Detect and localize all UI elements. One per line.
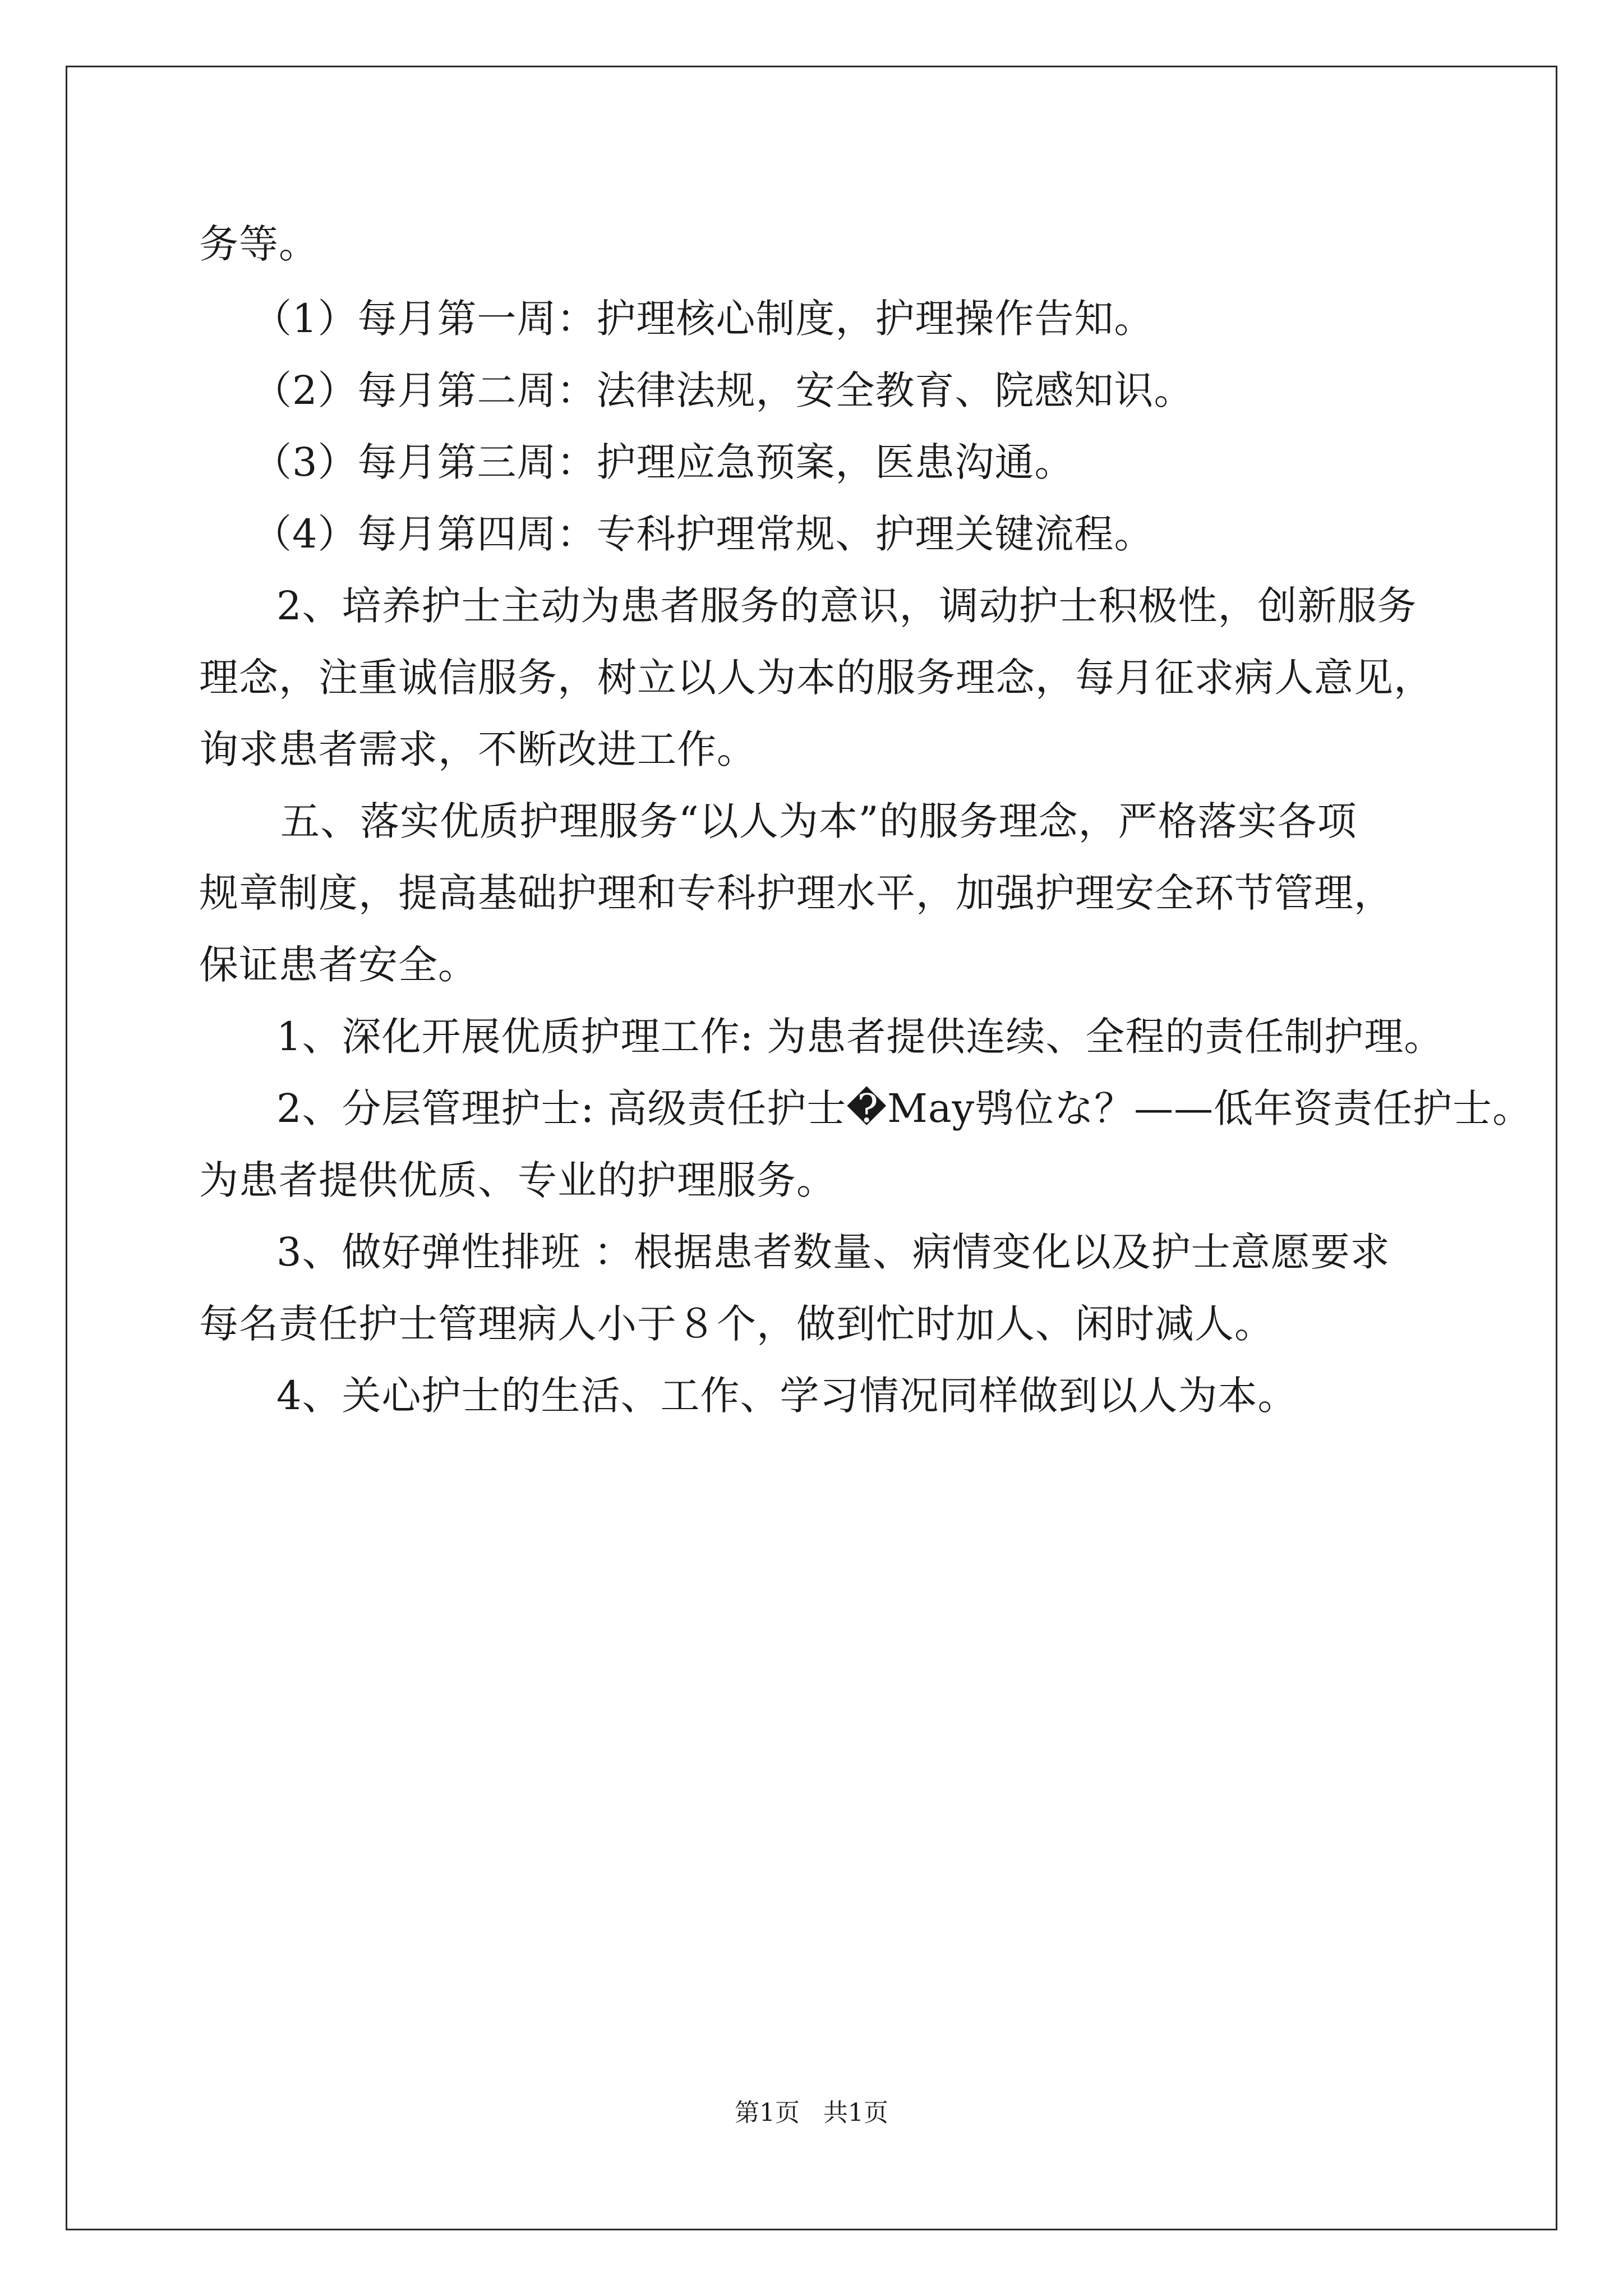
text-line: 务等。 bbox=[199, 221, 319, 267]
text-line: （3）每月第三周：护理应急预案，医患沟通。 bbox=[252, 439, 1075, 485]
text-line: 3、做好弹性排班 ：根据患者数量、病情变化以及护士意愿要求 bbox=[276, 1229, 1390, 1275]
text-line: 规章制度，提高基础护理和专科护理水平，加强护理安全环节管理， bbox=[199, 870, 1394, 916]
text-line: 保证患者安全。 bbox=[199, 942, 478, 988]
text-line: 4、关心护士的生活、工作、学习情况同样做到以人为本。 bbox=[276, 1373, 1298, 1419]
page-footer: 第1页 共1页 bbox=[735, 2099, 888, 2127]
text-line: 2、培养护士主动为患者服务的意识，调动护士积极性，创新服务 bbox=[276, 583, 1417, 629]
text-line: 五、落实优质护理服务“以人为本”的服务理念，严格落实各项 bbox=[280, 798, 1357, 844]
text-line: 理念，注重诚信服务，树立以人为本的服务理念，每月征求病人意见， bbox=[199, 655, 1433, 701]
text-line: 2、分层管理护士: 高级责任护士�May鸮位な？——低年资责任护士。 bbox=[276, 1085, 1533, 1131]
text-line: （1）每月第一周：护理核心制度，护理操作告知。 bbox=[252, 296, 1154, 342]
text-line: 为患者提供优质、专业的护理服务。 bbox=[199, 1157, 836, 1203]
text-line: （4）每月第四周：专科护理常规、护理关键流程。 bbox=[252, 511, 1154, 557]
text-line: 1、深化开展优质护理工作: 为患者提供连续、全程的责任制护理。 bbox=[276, 1014, 1444, 1060]
text-line: 每名责任护士管理病人小于８个，做到忙时加人、闲时减人。 bbox=[199, 1301, 1274, 1347]
text-line: （2）每月第二周：法律法规，安全教育、院感知识。 bbox=[252, 367, 1194, 413]
text-line: 询求患者需求，不断改进工作。 bbox=[199, 726, 757, 772]
